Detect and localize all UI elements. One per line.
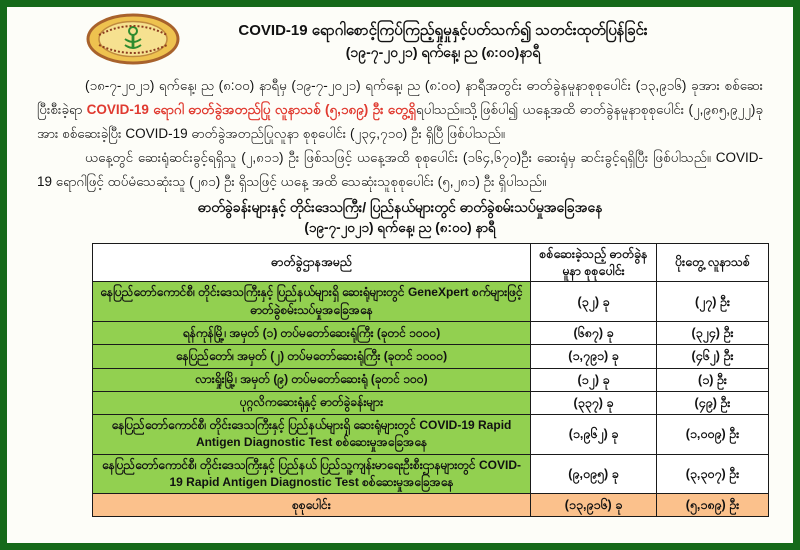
lab-table-body xyxy=(93,282,769,517)
table-row xyxy=(93,494,769,517)
new-positives-cell: (၁) ဦး xyxy=(657,368,769,391)
lab-table-header xyxy=(93,243,769,282)
table-row xyxy=(93,391,769,414)
report-title-block xyxy=(181,20,775,64)
lab-name-cell: နေပြည်တော်ကောင်စီ၊ တိုင်းဒေသကြီးနှင့် ပြည်နယ် ပြည်သူ့ကျန်းမာရေးဦးစီးဌာနများတွင် COVID-19 Rapid Antigen Diagnostic Test စစ်ဆေးမှုအခြေအနေ xyxy=(93,454,531,494)
samples-tested-cell: (၁၂) ခု xyxy=(531,368,657,391)
report-date-time: (၁၉-၇-၂၀၂၁) ရက်နေ့၊ ည (၈:၀၀)နာရီ xyxy=(345,44,541,61)
paragraph-recoveries-deaths: ယနေ့တွင် ဆေးရုံဆင်းခွင့်ရရှိသူ (၂,၈၁၁) ဦး ဖြစ်သဖြင့် ယနေ့အထိ စုစုပေါင်း (၁၆၄,၆၇၀)ဦး ဆေးရုံမှ ဆင်းခွင့်ရရှိပြီး ဖြစ်ပါသည်။ COVID-19 ရောဂါဖြင့် ထပ်မံသေဆုံးသူ (၂၈၁) ဦး ရှိသဖြင့် ယနေ့ အထိ သေဆုံးသူစုစုပေါင်း (၅,၂၈၁) ဦး ရှိပါသည်။ xyxy=(37,150,763,190)
paragraph1-new-cases-highlight: COVID-19 ရောဂါ ဓာတ်ခွဲအတည်ပြု လူနာသစ် (၅,၁၈၉) ဦး တွေ့ရှိ xyxy=(86,102,417,118)
table-section-heading: ဓာတ်ခွဲခန်းများနှင့် တိုင်းဒေသကြီး/ ပြည်နယ်များတွင် ဓာတ်ခွဲစမ်းသပ်မှုအခြေအနေ xyxy=(197,199,603,216)
table-row xyxy=(93,368,769,391)
column-header-samples-tested: စစ်ဆေးခဲ့သည့် ဓာတ်ခွဲနမူနာ စုစုပေါင်း xyxy=(531,243,657,282)
table-row xyxy=(93,282,769,322)
table-row xyxy=(93,322,769,345)
table-header-row xyxy=(93,243,769,282)
ministry-of-health-seal-icon xyxy=(85,13,181,70)
paragraph1-part2: ရပါသည်။သို့ဖြစ်ပါ၍ ယနေ့အထိ ဓာတ်ခွဲနမူနာစုစုပေါင်း (၂,၉၈၅,၉၂၂)ခု အား စစ်ဆေးခဲ့ပြီး COVID-19 ဓာတ်ခွဲအတည်ပြုလူနာ စုစုပေါင်း (၂၃၄,၇၁၀) ဦး ရှိပြီ ဖြစ်ပါသည်။ xyxy=(37,102,764,142)
lab-name-cell: နေပြည်တော်ကောင်စီ၊ တိုင်းဒေသကြီးနှင့် ပြည်နယ်များရှိ ဆေးရုံများတွင် GeneXpert စက်များဖြင့် ဓာတ်ခွဲစမ်းသပ်မှုအခြေအနေ xyxy=(93,282,531,322)
new-positives-cell: (၄၉) ဦး xyxy=(657,391,769,414)
samples-tested-cell: (၃၃၇) ခု xyxy=(531,391,657,414)
new-positives-cell: (၅,၁၈၉) ဦး xyxy=(657,494,769,517)
table-section-date: (၁၉-၇-၂၀၂၁) ရက်နေ့၊ ည (၈:၀၀) နာရီ xyxy=(304,220,496,236)
samples-tested-cell: (၃၂) ခု xyxy=(531,282,657,322)
lab-name-cell: စုစုပေါင်း xyxy=(93,494,531,517)
new-positives-cell: (၁,၀၀၉) ဦး xyxy=(657,414,769,454)
paragraph1-part1: (၁၈-၇-၂၀၂၁) ရက်နေ့၊ ည (၈:၀၀) နာရီမှ (၁၉-၇-၂၀၂၁) ရက်နေ့၊ ည (၈:၀၀) နာရီအတွင်း ဓာတ်ခွဲနမူနာစုစုပေါင်း (၁၃,၉၁၆) ခုအား စစ်ဆေးပြီးစီးခဲ့ရာ xyxy=(37,78,763,118)
lab-name-cell: နေပြည်တော်ကောင်စီ၊ တိုင်းဒေသကြီးနှင့် ပြည်နယ်များရှိ ဆေးရုံများတွင် COVID-19 Rapid Antigen Diagnostic Test စစ်ဆေးမှုအခြေအနေ xyxy=(93,414,531,454)
lab-name-cell: ပုဂ္ဂလိကဆေးရုံနှင့် ဓာတ်ခွဲခန်းများ xyxy=(93,391,531,414)
samples-tested-cell: (၁,၉၆၂) ခု xyxy=(531,414,657,454)
document-page xyxy=(7,7,793,543)
document-header xyxy=(7,7,793,70)
column-header-lab-name: ဓာတ်ခွဲဌာနအမည် xyxy=(93,243,531,282)
samples-tested-cell: (၆၈၇) ခု xyxy=(531,322,657,345)
table-row xyxy=(93,454,769,494)
new-positives-cell: (၄၆၂) ဦး xyxy=(657,345,769,368)
column-header-new-positives: ပိုးတွေ့ လူနာသစ် xyxy=(657,243,769,282)
table-row xyxy=(93,345,769,368)
lab-name-cell: နေပြည်တော်၊ အမှတ် (၂) တပ်မတော်ဆေးရုံကြီး (ခုတင် ၁၀၀၀) xyxy=(93,345,531,368)
report-title: COVID-19 ရောဂါစောင့်ကြပ်ကြည့်ရှုမှုနှင့်ပတ်သက်၍ သတင်းထုတ်ပြန်ခြင်း xyxy=(238,21,648,39)
samples-tested-cell: (၁,၇၉၁) ခု xyxy=(531,345,657,368)
samples-tested-cell: (၉,၀၉၅) ခု xyxy=(531,454,657,494)
table-row xyxy=(93,414,769,454)
new-positives-cell: (၂၇) ဦး xyxy=(657,282,769,322)
lab-testing-table xyxy=(92,243,769,518)
new-positives-cell: (၃၂၄) ဦး xyxy=(657,322,769,345)
samples-tested-cell: (၁၃,၉၁၆) ခု xyxy=(531,494,657,517)
report-body xyxy=(37,74,763,194)
paragraph-daily-results xyxy=(37,74,763,146)
lab-name-cell: လားရှိုးမြို့၊ အမှတ် (၉) တပ်မတော်ဆေးရုံ (ခုတင် ၁၀၀) xyxy=(93,368,531,391)
new-positives-cell: (၃,၃၀၇) ဦး xyxy=(657,454,769,494)
lab-name-cell: ရန်ကုန်မြို့၊ အမှတ် (၁) တပ်မတော်ဆေးရုံကြီး (ခုတင် ၁၀၀၀) xyxy=(93,322,531,345)
